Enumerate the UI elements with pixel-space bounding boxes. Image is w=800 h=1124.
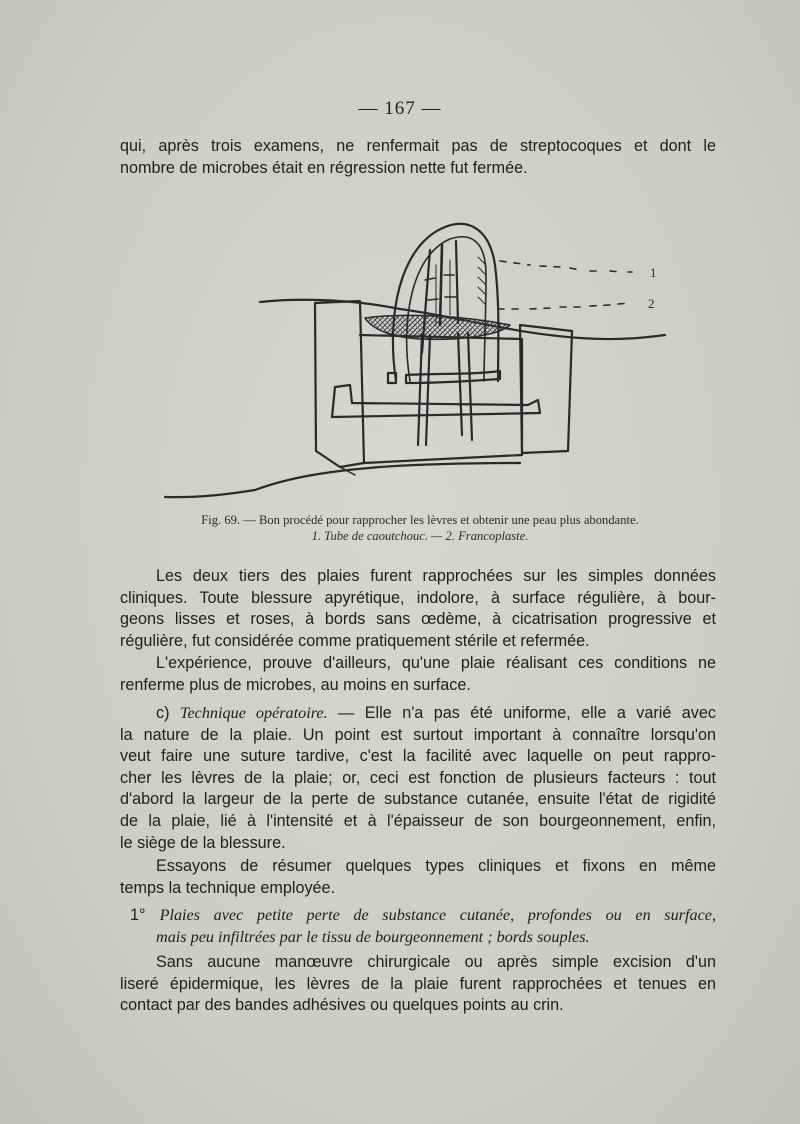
text-line: geons lisses et roses, à bords sans œdème, à cicatrisation progressive et (120, 610, 716, 629)
intro-paragraph (120, 136, 716, 179)
text-line: veut faire une suture tardive, c'est la facilité avec laquelle on peut rappro- (120, 747, 716, 766)
text-line: L'expérience, prouve d'ailleurs, qu'une plaie réalisant ces conditions ne (156, 654, 716, 672)
subheading-line-2: mais peu infiltrées par le tissu de bourgeonnement ; bords souples. (156, 927, 590, 946)
text-line: liseré épidermique, les lèvres de la plaie furent rapprochées et tenues en (120, 974, 716, 993)
text-line: cher les lèvres de la plaie; or, ceci est fonction de plusieurs facteurs : tout (120, 768, 716, 787)
text-line: renferme plus de microbes, au moins en surface. (120, 675, 471, 694)
text-line: Essayons de résumer quelques types cliniques et fixons en même (156, 857, 716, 875)
text-line: de la plaie, lié à l'intensité et à l'épaisseur de son bourgeonnement, enfin, (120, 811, 716, 830)
text-line: la nature de la plaie. Un point est surtout important à connaître lorsqu'on (120, 725, 716, 744)
section-heading-rest: — Elle n'a pas été uniforme, elle a varié avec (327, 704, 716, 722)
callout-label-1: 1 (650, 265, 657, 280)
paragraph-6 (120, 952, 716, 1017)
caption-line-1: Fig. 69. — Bon procédé pour rapprocher les lèvres et obtenir une peau plus abondante. (201, 513, 639, 527)
paragraph-3 (120, 703, 716, 854)
text-line: cliniques. Toute blessure apyrétique, indolore, à surface régulière, à bour- (120, 588, 716, 607)
text-line: le siège de la blessure. (120, 833, 286, 852)
text-line (120, 703, 716, 725)
left-adhesive-plate (315, 301, 364, 467)
text-line: qui, après trois examens, ne renfermait pas de streptocoques et dont le (120, 137, 716, 155)
text-line (120, 905, 716, 927)
paragraph-2 (120, 653, 716, 696)
paragraph-4 (120, 856, 716, 899)
page-number: — 167 — (358, 98, 442, 119)
text-line: nombre de microbes était en régression nette fut fermée. (120, 158, 528, 177)
section-heading: Technique opératoire. (179, 704, 328, 722)
suture-strand-2 (440, 245, 442, 325)
text-line: temps la technique employée. (120, 878, 336, 897)
figure-69-illustration (160, 205, 680, 505)
callout-line-2 (498, 303, 630, 309)
right-adhesive-plate (520, 325, 572, 453)
callout-line-1 (500, 261, 632, 272)
suture-strand-3 (456, 241, 458, 323)
callout-label-2: 2 (648, 296, 655, 311)
subheading-line-1: Plaies avec petite perte de substance cutanée, profondes ou en surface, (159, 906, 716, 924)
section-prefix: c) (156, 704, 180, 722)
text-line: contact par des bandes adhésives ou quelques points au crin. (120, 996, 564, 1015)
list-number: 1° (130, 906, 160, 924)
text-line: d'abord la largeur de la perte de substance cutanée, ensuite l'état de rigidité (120, 790, 716, 809)
text-line: Les deux tiers des plaies furent rapprochées sur les simples données (156, 567, 716, 585)
paragraph-1 (120, 566, 716, 652)
figure-caption (130, 512, 710, 544)
caption-line-2: 1. Tube de caoutchouc. — 2. Francoplaste. (311, 529, 529, 543)
text-line: Sans aucune manœuvre chirurgicale ou après simple excision d'un (156, 953, 716, 971)
rubber-tube (393, 224, 498, 381)
paragraph-5-subheading (120, 905, 716, 948)
text-line: régulière, fut considérée comme pratiquement stérile et refermée. (120, 631, 590, 650)
